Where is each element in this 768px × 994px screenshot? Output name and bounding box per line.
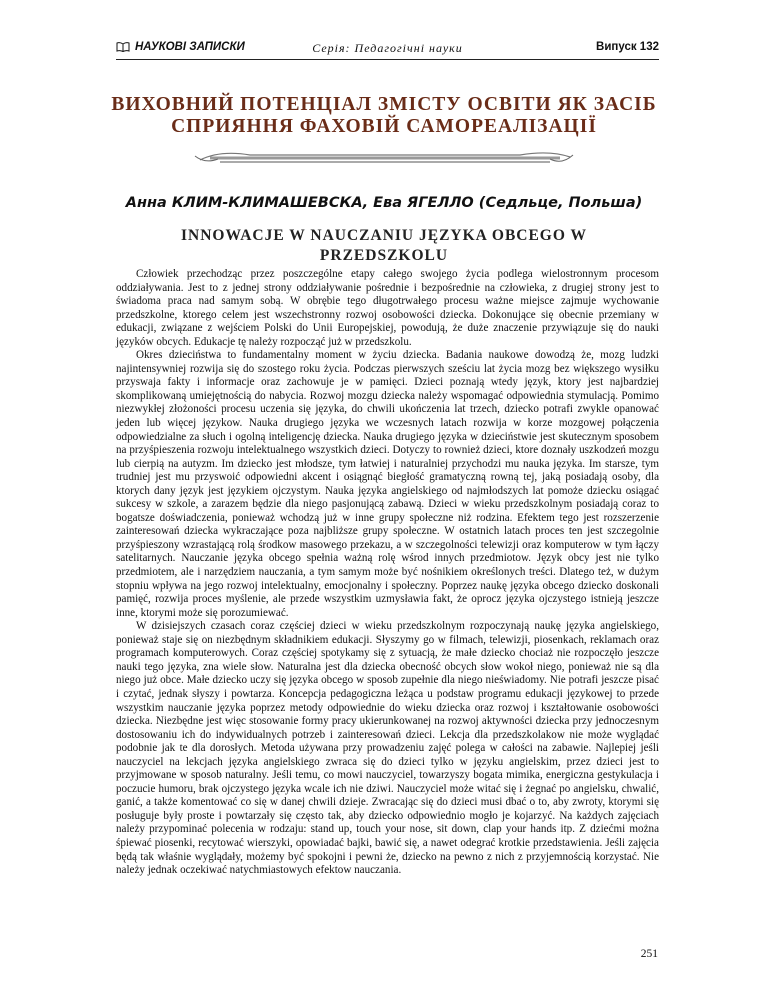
- article-authors: Анна КЛИМ-КЛИМАШЕВСКА, Ева ЯГЕЛЛО (Седльце, Польша): [125, 195, 643, 211]
- journal-name-text: НАУКОВІ ЗАПИСКИ: [135, 41, 245, 53]
- series-name: Серія: Педагогічні науки: [312, 41, 463, 55]
- paragraph: W dzisiejszych czasach coraz częściej dzieci w wieku przedszkolnym rozpoczynają naukę języka angielskiego, ponieważ staje się on niezbędnym składnikiem edukacji. Słyszymy go w filmach, telewizji, piosenkach, reklamach oraz programach komputerowych. Coraz częściej spotykamy się z sytuacją, że małe dziecko chociaż nie rozpoczęło jeszcze nauki tego języka, zna wiele słow. Naturalna jest dla dziecka obecność obcych słow wokoł niego, ponieważ nie są dla niego już obce. Małe dziecko uczy się języka obcego w sposob zupełnie dla niego nieświadomy. Nie potrafi jeszcze pisać i czytać, jednak słyszy i powtarza. Koncepcja pedagogiczna leżąca u podstaw programu edukacji językowej to przede wszystkim nauczanie języka poprzez metody odpowiednie do wieku dziecka oraz rozwoj i kształtowanie osobowości dziecka. Niezbędne jest więc stosowanie formy pracy ukierunkowanej na rozwoj aktywności dziecka przy jednoczesnym dostosowaniu ich do indywidualnych potrzeb i zainteresowań dzieci. Lekcja dla przedszkolakow nie może wyglądać podobnie jak te dla dorosłych. Metoda używana przy prowadzeniu zajęć polega w całości na zabawie. Najlepiej jeśli nauczyciel na lekcjach języka angielskiego zwraca się do dzieci tylko w języku angielskim, przez dzieci jest to przyjmowane w sposob naturalny. Jeśli temu, co mowi nauczyciel, towarzyszy bogata mimika, energiczna gestykulacja i poczucie humoru, brak ojczystego języka wcale ich nie dziwi. Nauczyciel może witać się i żegnać po angielsku, chwalić, ganić, a także komentować co się w danej chwili dzieje. Zwracając się do dzieci musi dbać o to, aby zwroty, ktorymi się posługuje były proste i powtarzały się często tak, aby dziecko odpowiednio mogło je kojarzyć. Na każdych zajęciach należy przypominać polecenia w rodzaju: stand up, touch your nose, sit down, clap your hands itp. Z dziećmi można śpiewać piosenki, recytować wierszyki, opowiadać bajki, bawić się, a nawet odegrać krotkie przedstawienia. Jeśli zajęcia będą tak właśnie wyglądały, możemy być spokojni i pewni że, dziecko na pewno z nich z przyjemnością korzystać. Nie należy jednak oczekiwać natychmiastowych efektow nauczania.: [116, 620, 659, 877]
- header-rule: [116, 59, 659, 60]
- paragraph: Okres dzieciństwa to fundamentalny moment w życiu dziecka. Badania naukowe dowodzą że, mozg ludzki najintensywniej rozwija się do szostego roku życia. Podczas pierwszych sześciu lat życia mozg bez większego wysiłku przyswaja fakty i informacje oraz zachowuje je w pamięci. Dzieci poznają wtedy język, ktory jest najbardziej skomplikowaną umiejętnością do nabycia. Rozwoj mozgu dziecka należy wspomagać odpowiednia stymulacją. Pomimo niezwykłej złożoności procesu uczenia się języka, do chwili ukończenia lat trzech, dziecko potrafi zwykle opanować jeden lub więcej językow. Nauka drugiego języka we wczesnych latach rozwija w korze mozgowej połączenia odpowiedzialne za słuch i ogolną inteligencję dziecka. Nauka drugiego języka w dzieciństwie jest skutecznym sposobem na przyśpieszenia rozwoju intelektualnego wszystkich dzieci. Dotyczy to rownież dzieci, ktore doznały uszkodzeń mozgu lub cierpią na autyzm. Im dziecko jest młodsze, tym łatwiej i naturalniej przychodzi mu nauka języka. Im starsze, tym trudniej jest mu przyswoić odpowiedni akcent i osiągnąć biegłość gramatyczną rowną tej, jaką posiadają osoby, dla ktorych dany język jest językiem ojczystym. Nauka języka angielskiego od najmłodszych lat pomoże dziecku osiągać sukcesy w szkole, a zarazem będzie dla niego pasjonującą zabawą. Dzieci w wieku przedszkolnym posiadają coraz to bogatsze doświadczenia, ponieważ wchodzą już w inne grupy społeczne niż rodzina. Efektem tego jest rozszerzenie zainteresowań dziecka wykraczające poza najbliższe grupy społeczne. W ostatnich latach proces ten jest szczegolnie przyśpieszony wzrastającą rolą środkow masowego przekazu, a w szczegolności telewizji oraz komputerow w tym łączy satelitarnych. Nauczanie języka obcego spełnia ważną rolę wśrod innych przedmiotow. Język obcy jest nie tylko przedmiotem, ale i narzędziem nauczania, a tym samym może być nośnikiem określonych treści. Dlatego też, w dużym stopniu wpływa na jego rozwoj intelektualny, emocjonalny i społeczny. Poprzez naukę języka obcego dziecko doskonali pamięć, rozwija proces myślenie, ale przede wszystkim uzmysławia fakt, że oprocz języka ojczystego istnieją jeszcze inne, ktorymi może się porozumiewać.: [116, 349, 659, 619]
- issue-number: Випуск 132: [596, 41, 659, 53]
- article-body: [116, 268, 659, 878]
- decorative-divider: [190, 146, 578, 168]
- page-number: 251: [640, 948, 658, 960]
- article-title: INNOWACJE W NAUCZANIU JĘZYKA OBCEGO W PRZEDSZKOLU: [180, 227, 588, 264]
- section-title: ВИХОВНИЙ ПОТЕНЦІАЛ ЗМІСТУ ОСВІТИ ЯК ЗАСІБ СПРИЯННЯ ФАХОВІЙ САМОРЕАЛІЗАЦІЇ: [111, 94, 657, 137]
- running-header: [116, 39, 659, 59]
- paragraph: Człowiek przechodząc przez poszczególne etapy całego swojego życia podlega wielostronnym procesom oddziaływania. Jest to z jednej strony oddziaływanie pośrednie i bezpośrednie na człowieka, z drugiej strony jest to świadoma praca nad samym sobą. W obrębie tego długotrwałego procesu ważne miejsce zajmuje wychowanie przedszkolne, ktorego celem jest wszechstronny rozwoj osobowości dziecka. Dokonujące się obecnie przemiany w edukacji, związane z wejściem Polski do Unii Europejskiej, powodują, że duże znaczenie przywiązuje się do nauki języków obcych. Edukacje tę należy rozpocząć już w przedszkolu.: [116, 268, 659, 348]
